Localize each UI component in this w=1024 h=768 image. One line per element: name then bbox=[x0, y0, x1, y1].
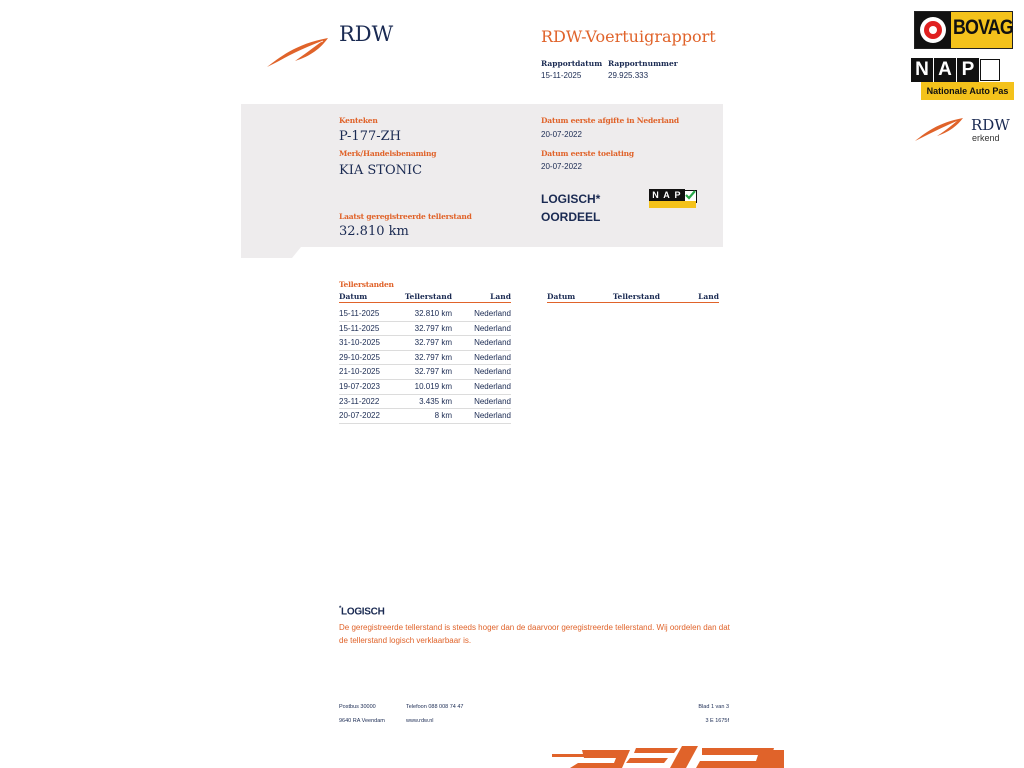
footer-phone: Telefoon 088 008 74 47 bbox=[406, 704, 464, 710]
band-notch bbox=[241, 247, 301, 258]
footer-web[interactable]: www.rdw.nl bbox=[406, 718, 434, 724]
col-date: Datum bbox=[339, 292, 368, 301]
footer-postbus: Postbus 30000 bbox=[339, 704, 376, 710]
first-issue-nl-label: Datum eerste afgifte in Nederland bbox=[541, 116, 679, 125]
table-row: 20-07-2022 8 km Nederland bbox=[339, 408, 511, 424]
note-title: LOGISCH bbox=[341, 606, 385, 618]
table-row: 15-11-2025 32.810 km Nederland bbox=[339, 306, 511, 322]
vehicle-info-band bbox=[241, 104, 723, 247]
report-date: 15-11-2025 bbox=[541, 71, 582, 80]
nap-small-letter-a: A bbox=[663, 190, 670, 200]
nap-badge-small bbox=[649, 189, 696, 208]
brand-label: Merk/Handelsbenaming bbox=[339, 149, 437, 158]
table-row: 19-07-2023 10.019 km Nederland bbox=[339, 379, 511, 395]
table-row: 23-11-2022 3.435 km Nederland bbox=[339, 394, 511, 410]
col-reading-2: Tellerstand bbox=[612, 292, 660, 301]
org-name: RDW bbox=[339, 22, 394, 46]
verdict-line1: LOGISCH* bbox=[541, 192, 601, 206]
note-text: De geregistreerde tellerstand is steeds hoger dan de daarvoor geregistreerde tellerstand. Wij oordelen dan dat de tellerstand logisch verklaarbaar is. bbox=[339, 623, 730, 645]
note-heading bbox=[339, 606, 385, 617]
rdw-erkend-logo bbox=[913, 113, 1013, 147]
nap-small-letter-n: N bbox=[652, 190, 659, 200]
rdw-erkend-sub: erkend bbox=[972, 133, 1000, 143]
rdw-erkend-feather-icon bbox=[913, 115, 965, 143]
odometer-table-header bbox=[339, 292, 511, 303]
first-admission-label: Datum eerste toelating bbox=[541, 149, 634, 158]
mileage-value: 32.810 km bbox=[339, 224, 409, 239]
first-issue-nl-value: 20-07-2022 bbox=[541, 130, 582, 139]
report-number-label: Rapportnummer bbox=[608, 59, 678, 68]
col-country: Land bbox=[490, 292, 511, 301]
footer-city: 9640 RA Veendam bbox=[339, 718, 385, 724]
nap-letter-p: P bbox=[957, 58, 979, 82]
verdict-line2: OORDEEL bbox=[541, 210, 601, 224]
note-marker: * bbox=[339, 606, 342, 612]
table-row: 15-11-2025 32.797 km Nederland bbox=[339, 321, 511, 337]
table-row: 21-10-2025 32.797 km Nederland bbox=[339, 364, 511, 380]
report-date-label: Rapportdatum bbox=[541, 59, 603, 68]
rdw-feather-icon bbox=[265, 34, 331, 70]
mileage-label: Laatst geregistreerde tellerstand bbox=[339, 212, 472, 221]
rdw-erkend-text: RDW bbox=[971, 116, 1010, 134]
nap-small-letter-p: P bbox=[674, 190, 681, 200]
table-row: 31-10-2025 32.797 km Nederland bbox=[339, 335, 511, 351]
plate-label: Kenteken bbox=[339, 116, 378, 125]
report-title: RDW-Voertuigrapport bbox=[541, 27, 716, 46]
table-row: 29-10-2025 32.797 km Nederland bbox=[339, 350, 511, 366]
nap-caption: Nationale Auto Pas bbox=[921, 82, 1014, 100]
nap-check-icon bbox=[684, 189, 696, 201]
nap-letter-n: N bbox=[911, 58, 933, 82]
bovag-logo bbox=[914, 11, 1013, 49]
bovag-badge-icon bbox=[918, 15, 948, 45]
report-number: 29.925.333 bbox=[608, 71, 649, 80]
bovag-text: BOVAG bbox=[953, 16, 1013, 39]
nap-logo bbox=[911, 58, 1014, 100]
first-admission-value: 20-07-2022 bbox=[541, 162, 582, 171]
footer-page: Blad 1 van 3 bbox=[698, 704, 729, 710]
nap-letter-a: A bbox=[934, 58, 956, 82]
col-reading: Tellerstand bbox=[404, 292, 452, 301]
col-date-2: Datum bbox=[547, 292, 576, 301]
brand-value: KIA STONIC bbox=[339, 163, 423, 178]
odometer-table-header-2 bbox=[547, 292, 719, 303]
decorative-stripes-icon bbox=[552, 746, 784, 768]
footer-code: 3 E 1675f bbox=[705, 718, 729, 724]
col-country-2: Land bbox=[698, 292, 719, 301]
odometer-section-title: Tellerstanden bbox=[339, 280, 394, 289]
plate-value: P-177-ZH bbox=[339, 129, 402, 144]
